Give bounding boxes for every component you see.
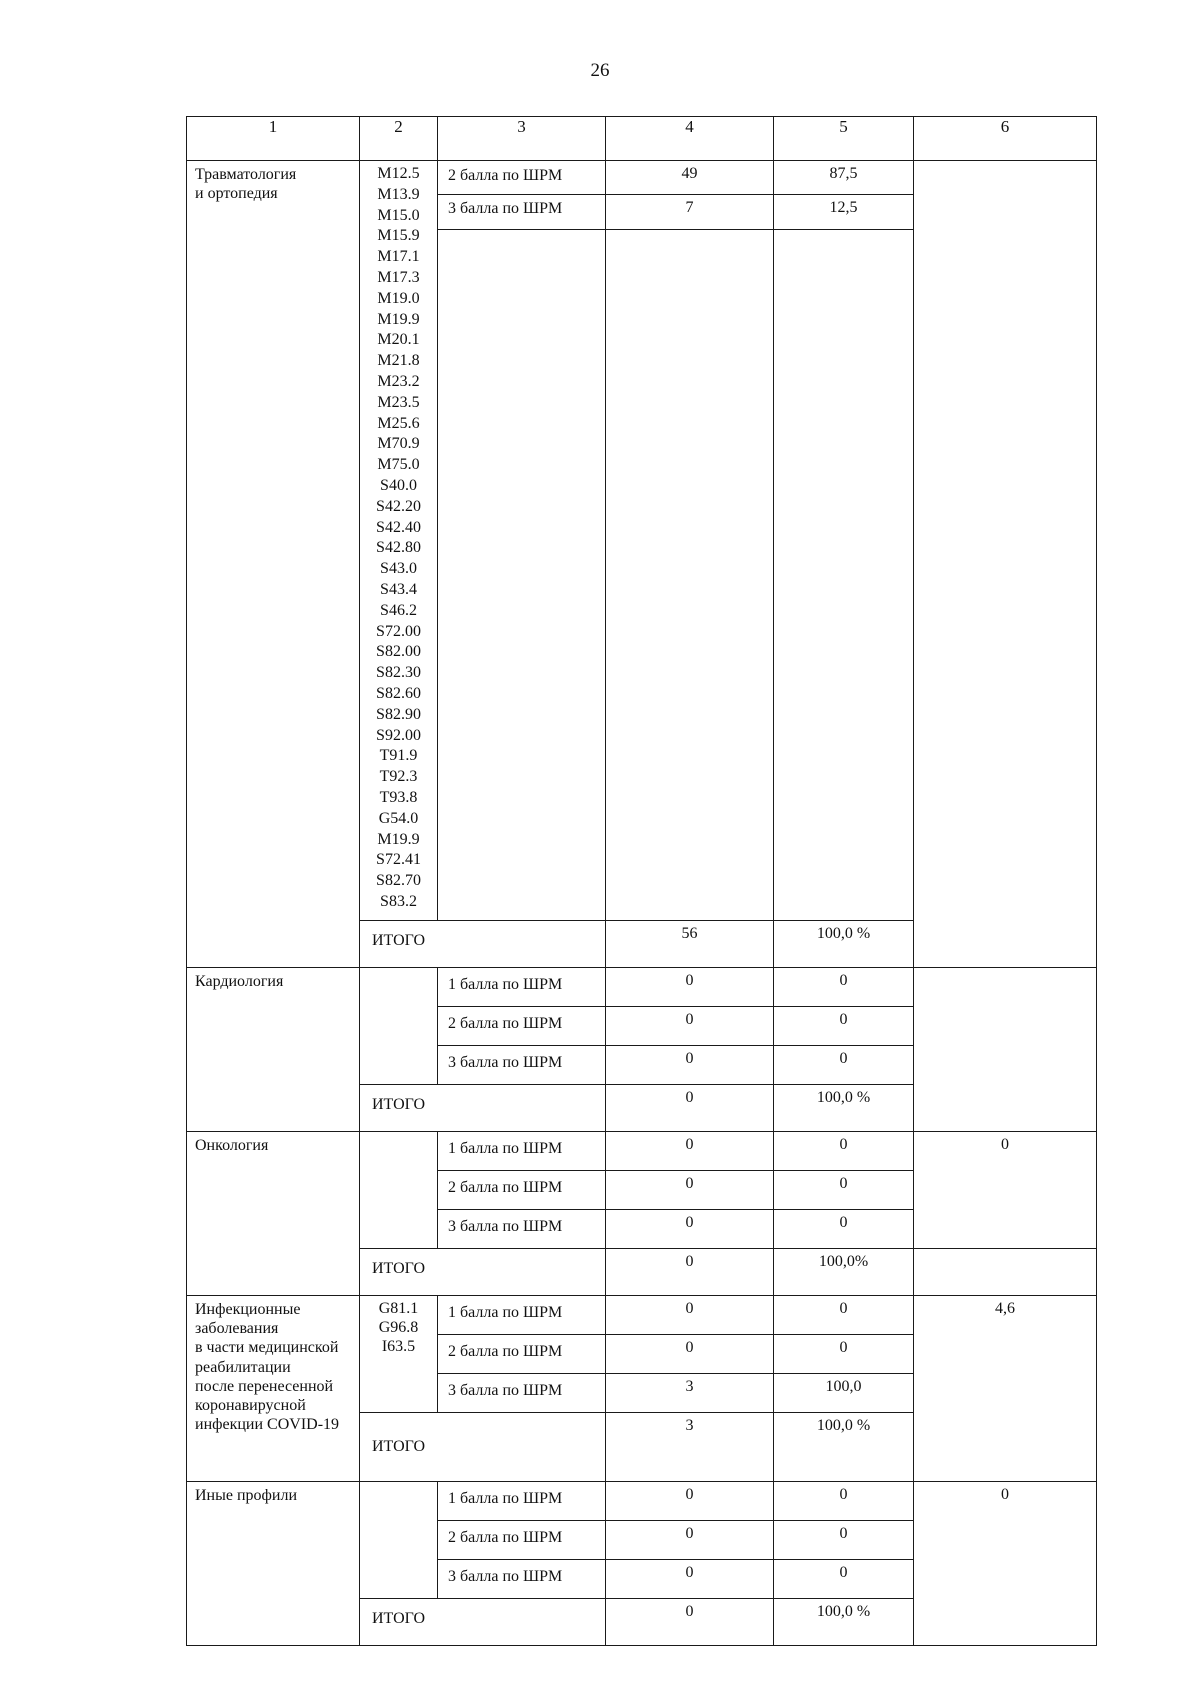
column6-cell: 4,6 [914,1296,1097,1482]
diagnosis-code: T92.3 [379,768,418,786]
diagnosis-code: M25.6 [377,414,420,432]
count-cell: 0 [606,1482,774,1521]
criterion-cell: 2 балла по ШРМ [438,161,606,195]
column-header: 6 [914,117,1097,161]
diagnosis-code: S42.20 [376,497,421,515]
column6-cell [914,968,1097,1132]
diagnosis-codes-cell [360,1482,438,1599]
diagnosis-code: M12.5 [377,165,420,182]
table-header-row [187,117,1097,161]
count-cell: 0 [606,1335,774,1374]
table-row [187,1296,1097,1335]
diagnosis-code: M17.1 [377,248,420,266]
criterion-cell: 3 балла по ШРМ [438,1046,606,1085]
diagnosis-code: S72.00 [376,622,421,640]
criterion-cell: 2 балла по ШРМ [438,1521,606,1560]
diagnosis-code: S46.2 [380,601,417,619]
percent-cell: 0 [774,1296,914,1335]
count-cell: 0 [606,1171,774,1210]
percent-cell: 100,0 [774,1374,914,1413]
column-header: 5 [774,117,914,161]
diagnosis-code: T93.8 [379,788,418,806]
criterion-cell: 1 балла по ШРМ [438,1482,606,1521]
count-cell: 0 [606,1046,774,1085]
count-cell: 3 [606,1374,774,1413]
column-header: 3 [438,117,606,161]
criterion-cell: 1 балла по ШРМ [438,1132,606,1171]
diagnosis-code: T91.9 [379,747,418,765]
total-label: ИТОГО [360,1249,606,1296]
profile-name-line: заболевания [195,1320,279,1338]
diagnosis-code: S42.40 [376,518,421,536]
diagnosis-code: S83.2 [380,892,417,910]
diagnosis-code: G81.1 [378,1300,419,1317]
diagnosis-code: I63.5 [381,1338,416,1355]
diagnosis-code: S82.30 [376,664,421,682]
diagnosis-code: G96.8 [378,1319,419,1336]
percent-cell: 0 [774,968,914,1007]
total-count: 0 [606,1249,774,1296]
count-cell: 0 [606,1560,774,1599]
count-cell: 0 [606,968,774,1007]
count-cell: 0 [606,1007,774,1046]
count-cell: 49 [606,161,774,195]
profile-cell [187,161,360,968]
total-count: 3 [606,1413,774,1482]
percent-cell: 0 [774,1335,914,1374]
count-cell: 7 [606,195,774,230]
total-label: ИТОГО [360,1085,606,1132]
profile-name-line: коронавирусной [195,1396,306,1414]
diagnosis-codes-cell [360,161,438,921]
diagnosis-codes-cell [360,1132,438,1249]
percent-cell: 0 [774,1046,914,1085]
empty-cell [606,230,774,921]
count-cell: 0 [606,1521,774,1560]
profile-name-line: Травматология [195,166,297,183]
diagnosis-code: M15.0 [377,206,420,224]
statistics-table [186,116,1097,1646]
diagnosis-code: M19.0 [377,289,420,307]
profile-name-line: после перенесенной [195,1377,334,1395]
diagnosis-codes-cell [360,968,438,1085]
total-percent: 100,0% [774,1249,914,1296]
profile-cell: Иные профили [187,1482,360,1646]
diagnosis-codes-cell [360,1296,438,1413]
criterion-cell: 3 балла по ШРМ [438,1374,606,1413]
total-count: 56 [606,921,774,968]
diagnosis-code: M23.2 [377,372,420,390]
diagnosis-code: M23.5 [377,393,420,411]
column-header: 2 [360,117,438,161]
diagnosis-code: G54.0 [378,809,419,827]
column6-cell: 0 [914,1132,1097,1249]
profile-cell: Кардиология [187,968,360,1132]
column6-cell [914,161,1097,968]
criterion-cell: 3 балла по ШРМ [438,1560,606,1599]
count-cell: 0 [606,1210,774,1249]
column-header: 4 [606,117,774,161]
profile-cell [187,1296,360,1482]
profile-name-line: инфекции COVID-19 [195,1416,340,1434]
column6-cell: 0 [914,1482,1097,1646]
profile-cell: Онкология [187,1132,360,1296]
criterion-cell: 3 балла по ШРМ [438,195,606,230]
criterion-cell: 1 балла по ШРМ [438,968,606,1007]
diagnosis-code: S82.70 [376,872,421,890]
diagnosis-code: S82.00 [376,643,421,661]
empty-cell [914,1249,1097,1296]
diagnosis-code: S43.0 [380,560,417,578]
diagnosis-code: M70.9 [377,435,420,453]
criterion-cell: 2 балла по ШРМ [438,1335,606,1374]
table-row [187,161,1097,195]
percent-cell: 0 [774,1210,914,1249]
criterion-cell: 3 балла по ШРМ [438,1210,606,1249]
diagnosis-code: S72.41 [376,851,421,869]
criterion-cell: 2 балла по ШРМ [438,1171,606,1210]
diagnosis-code: M13.9 [377,185,420,203]
profile-name-line: реабилитации [195,1358,291,1376]
total-label: ИТОГО [360,921,606,968]
diagnosis-code: M21.8 [377,352,420,370]
empty-cell [438,230,606,921]
profile-name-line: в части медицинской [195,1339,339,1357]
table-row [187,1482,1097,1521]
total-count: 0 [606,1599,774,1646]
total-label: ИТОГО [360,1413,606,1482]
percent-cell: 0 [774,1132,914,1171]
count-cell: 0 [606,1296,774,1335]
total-label: ИТОГО [360,1599,606,1646]
diagnosis-code: M19.9 [377,310,420,328]
percent-cell: 0 [774,1007,914,1046]
percent-cell: 12,5 [774,195,914,230]
diagnosis-code: M75.0 [377,456,420,474]
total-percent: 100,0 % [774,1085,914,1132]
page-number: 26 [590,60,610,81]
column-header: 1 [187,117,360,161]
diagnosis-code: S82.60 [376,684,421,702]
total-percent: 100,0 % [774,921,914,968]
total-count: 0 [606,1085,774,1132]
diagnosis-code: S43.4 [380,580,417,598]
diagnosis-code: M19.9 [377,830,420,848]
diagnosis-code: M15.9 [377,227,420,245]
table-row [187,1132,1097,1171]
table-row [187,968,1097,1007]
diagnosis-code: S40.0 [380,476,417,494]
diagnosis-code: S42.80 [376,539,421,557]
diagnosis-code: S82.90 [376,705,421,723]
criterion-cell: 2 балла по ШРМ [438,1007,606,1046]
percent-cell: 0 [774,1560,914,1599]
diagnosis-code: M20.1 [377,331,420,349]
total-percent: 100,0 % [774,1413,914,1482]
percent-cell: 87,5 [774,161,914,195]
profile-name-line: Инфекционные [195,1301,301,1318]
empty-cell [774,230,914,921]
percent-cell: 0 [774,1482,914,1521]
percent-cell: 0 [774,1521,914,1560]
percent-cell: 0 [774,1171,914,1210]
profile-name-line: и ортопедия [195,185,278,203]
diagnosis-code: M17.3 [377,268,420,286]
criterion-cell: 1 балла по ШРМ [438,1296,606,1335]
diagnosis-code: S92.00 [376,726,421,744]
total-percent: 100,0 % [774,1599,914,1646]
count-cell: 0 [606,1132,774,1171]
